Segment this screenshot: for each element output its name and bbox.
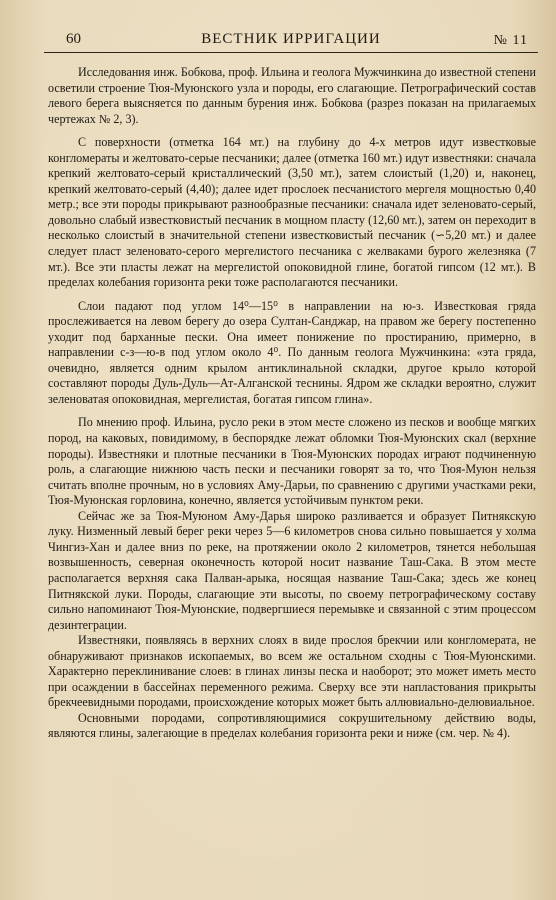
paragraph: Основными породами, сопротивляющимися сокрушительному действию воды, являются глины, залегающие в пределах колебания горизонта реки и ниже (см. чер. № 4). [48,710,536,741]
issue-number: № 11 [493,33,528,48]
paragraph: Известняки, появляясь в верхних слоях в виде прослоя брекчии или конгломерата, не обнаруживают признаков ископаемых, во всем же остальном сходны с Тюя-Муюнскими. Характерно переклинивание слоев: в глинах линзы песка и наоборот; это может иметь место при осаждении в бассейнах переменного режима. Сверху все эти напластования прикрыты брекчеевидными породами, происхождение которых может быть аллювиально-делювиальное. [48,633,536,710]
paragraph: Слои падают под углом 14⁰—15⁰ в направлении на ю-з. Известковая гряда прослеживается на левом берегу до озера Султан-Санджар, на правом же берегу постепенно уходит под барханные пески. Она имеет понижение по простиранию, примерно, в направлении с-з—ю-в под углом около 4⁰. По данным геолога Мужчинкина: «эта гряда, очевидно, является одним крылом антиклинальной складки, другое крыло которой составляют породы Дуль-Дуль—Ат-Алганской теснины. Ядром же складки вероятно, служит зеленоватая опоковидная, мергелистая, богатая гипсом глина». [48,298,536,406]
paragraph: С поверхности (отметка 164 мт.) на глубину до 4-х метров идут известковые конгломераты и желтовато-серые песчаники; далее (отметка 160 мт.) идут известняки: сначала крепкий желтовато-серый кристаллический (3,50 мт.), затем слоистый (1,20) и, наконец, крепкий желтовато-серый (4,40); далее идет прослоек песчанистого мергеля мощностью 0,40 метр.; все эти породы прикрывают разнообразные песчаники: сначала идет зеленовато-серый, довольно слабый известковистый песчаник в мощном пласту (12,60 мт.), затем он переходит в несколько слоистый в значительной степени известковистый песчаник (∽5,20 мт.) и далее следует пласт зеленовато-серого мергелистого песчаника с желваками бурого железняка (7 мт.). Все эти пласты лежат на мергелистой опоковидной глине, богатой гипсом (12 мт.). В пределах колебания горизонта реки тоже располагаются песчаники. [48,135,536,290]
page-header [44,30,538,53]
article-body [48,65,536,742]
paragraph: Исследования инж. Бобкова, проф. Ильина и геолога Мужчинкина до известной степени осветили строение Тюя-Муюнского узла и породы, его слагающие. Петрографический состав левого берега выясняется по данным бурения инж. Бобкова (разрез показан на прилагаемых чертежах № 2, 3). [48,65,536,126]
paragraph: По мнению проф. Ильина, русло реки в этом месте сложено из песков и вообще мягких пород, на каковых, повидимому, в беспорядке лежат обломки Тюя-Муюнских скал (верхние породы). Известняки и плотные песчаники в Тюя-Муюнских породах играют подчиненную роль, а слагающие нижнюю часть пески и песчаники говорят за то, что Тюя-Муюн нельзя считать вполне прочным, но в условиях Аму-Дарьи, по сравнению с другими участками реки, Тюя-Муюнская горловина, конечно, является устойчивым пунктом реки. [48,415,536,508]
page-number: 60 [66,31,81,47]
journal-title: ВЕСТНИК ИРРИГАЦИИ [201,31,381,47]
paragraph: Сейчас же за Тюя-Муюном Аму-Дарья широко разливается и образует Питнякскую луку. Низменный левый берег реки через 5—6 километров снова сильно повышается у холма Чингиз-Хан и далее вниз по реке, на протяжении около 2 километров, тянется небольшая возвышенность, северная оконечность которой носит название Таш-Сака. В этом месте располагается верхняя сака Палван-арыка, носящая название Таш-Сака; здесь же конец Питнякской луки. Породы, слагающие эти высоты, по своему петрографическому составу сильно напоминают Тюя-Муюнские, подвергшиеся перемывке и связанной с этим процессом дезинтеграции. [48,508,536,632]
